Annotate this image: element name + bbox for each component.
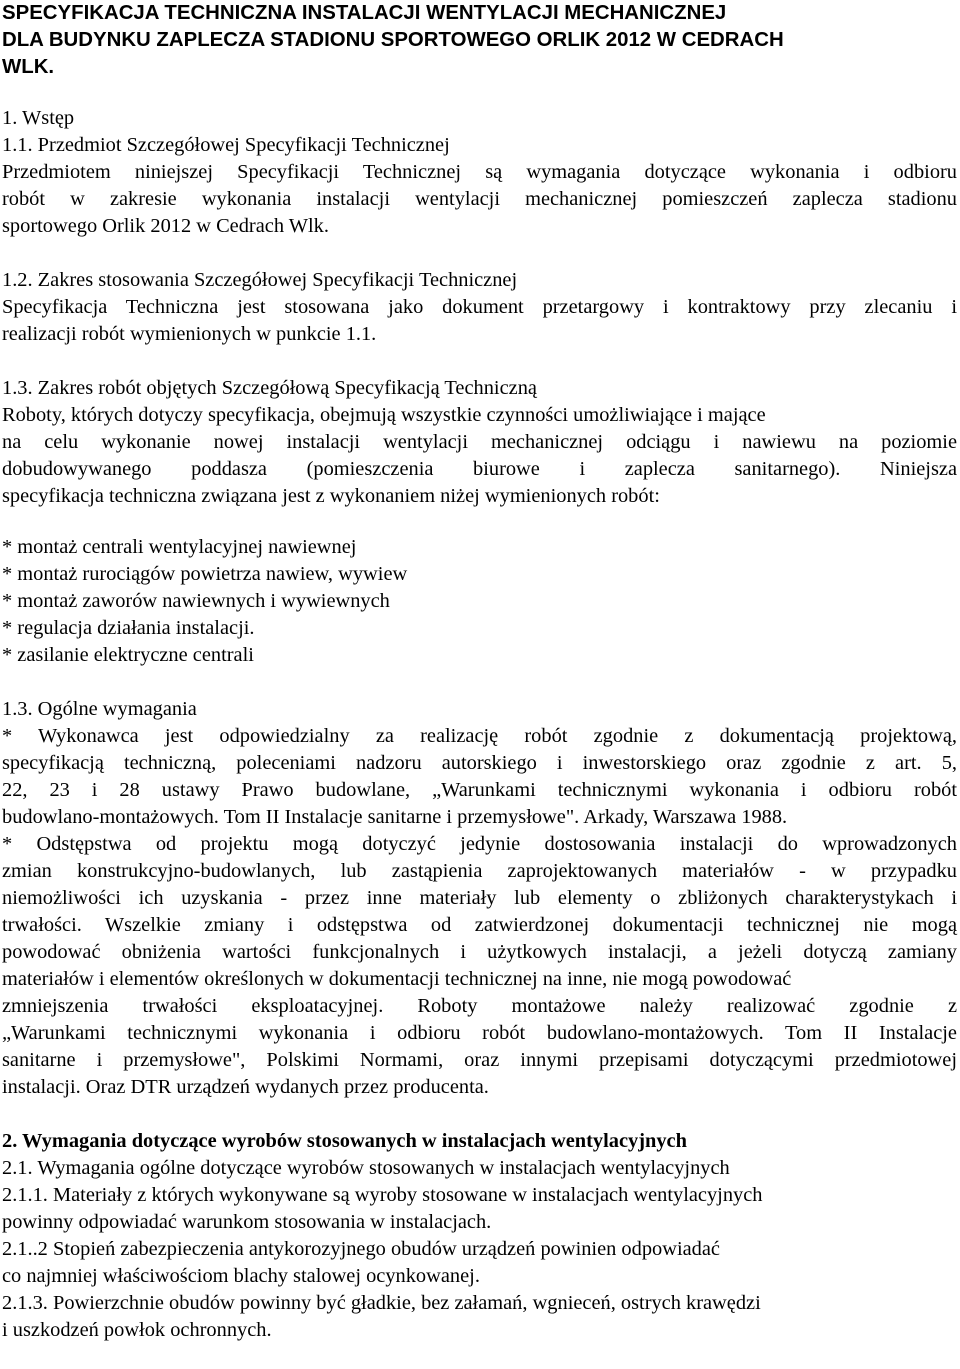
works-list xyxy=(2,534,957,669)
paragraph-line: robót w zakresie wykonania instalacji wentylacji mechanicznej pomieszczeń zaplecza stadionu xyxy=(2,188,957,210)
section-heading: 2. Wymagania dotyczące wyrobów stosowanych w instalacjach wentylacyjnych xyxy=(2,1130,687,1152)
section-1-3-scope xyxy=(2,375,957,669)
title-line: WLK. xyxy=(2,56,55,78)
list-item: * montaż rurociągów powietrza nawiew, wywiew xyxy=(2,563,408,585)
paragraph-line: * Odstępstwa od projektu mogą dotyczyć jedynie dostosowania instalacji do wprowadzonych xyxy=(2,833,957,855)
paragraph-line: „Warunkami technicznymi wykonania i odbioru robót budowlano-montażowych. Tom II Instalacje xyxy=(2,1022,957,1044)
section-heading: 1.2. Zakres stosowania Szczegółowej Specyfikacji Technicznej xyxy=(2,269,518,291)
paragraph-line: powinny odpowiadać warunkom stosowania w instalacjach. xyxy=(2,1211,492,1233)
title-line: DLA BUDYNKU ZAPLECZA STADIONU SPORTOWEGO ORLIK 2012 W CEDRACH xyxy=(2,29,784,51)
paragraph-line: powodować obniżenia wartości funkcjonalnych i użytkowych instalacji, a jeżeli dotyczą zamiany xyxy=(2,941,957,963)
paragraph-line: sanitarne i przemysłowe", Polskimi Normami, oraz innymi przepisami dotyczącymi przedmiotowej xyxy=(2,1049,957,1071)
list-item: * montaż zaworów nawiewnych i wywiewnych xyxy=(2,590,390,612)
paragraph-line: 2.1.1. Materiały z których wykonywane są wyroby stosowane w instalacjach wentylacyjnych xyxy=(2,1184,763,1206)
paragraph-line: na celu wykonanie nowej instalacji wentylacji mechanicznej odciągu i nawiewu na poziomie xyxy=(2,431,957,453)
list-item: * montaż centrali wentylacyjnej nawiewnej xyxy=(2,536,357,558)
paragraph-line: i uszkodzeń powłok ochronnych. xyxy=(2,1319,272,1341)
list-item: * regulacja działania instalacji. xyxy=(2,617,255,639)
section-heading: 1.3. Zakres robót objętych Szczegółową Specyfikacją Techniczną xyxy=(2,377,537,399)
paragraph-line: dobudowywanego poddasza (pomieszczenia biurowe i zaplecza sanitarnego). Niniejsza xyxy=(2,458,957,480)
paragraph-line: Specyfikacja Techniczna jest stosowana jako dokument przetargowy i kontraktowy przy zlecaniu i xyxy=(2,296,957,318)
paragraph-line: 2.1..2 Stopień zabezpieczenia antykorozyjnego obudów urządzeń powinien odpowiadać xyxy=(2,1238,720,1260)
paragraph-line: 2.1.3. Powierzchnie obudów powinny być gładkie, bez załamań, wgnieceń, ostrych krawędzi xyxy=(2,1292,761,1314)
section-1-3-general xyxy=(2,696,957,1101)
list-item: * zasilanie elektryczne centrali xyxy=(2,644,254,666)
paragraph-line: realizacji robót wymienionych w punkcie 1.1. xyxy=(2,323,377,345)
paragraph-line: specyfikacja techniczna związana jest z wykonaniem niżej wymienionych robót: xyxy=(2,485,660,507)
document-title xyxy=(2,0,957,81)
section-heading: 1.3. Ogólne wymagania xyxy=(2,698,197,720)
section-heading: 1.1. Przedmiot Szczegółowej Specyfikacji Technicznej xyxy=(2,134,450,156)
paragraph-line: zmian konstrukcyjno-budowlanych, lub zastąpienia zaprojektowanych materiałów - w przypadku xyxy=(2,860,957,882)
paragraph-line: trwałości. Wszelkie zmiany i odstępstwa od zatwierdzonej dokumentacji technicznej nie mogą xyxy=(2,914,957,936)
paragraph-line: budowlano-montażowych. Tom II Instalacje sanitarne i przemysłowe". Arkady, Warszawa 1988. xyxy=(2,806,788,828)
paragraph-line: sportowego Orlik 2012 w Cedrach Wlk. xyxy=(2,215,329,237)
paragraph-line: co najmniej właściwościom blachy stalowej ocynkowanej. xyxy=(2,1265,480,1287)
section-heading-intro: 1. Wstęp xyxy=(2,107,75,129)
paragraph-line: 22, 23 i 28 ustawy Prawo budowlane, „Warunkami technicznymi wykonania i odbioru robót xyxy=(2,779,957,801)
paragraph-line: specyfikacją techniczną, poleceniami nadzoru autorskiego i inwestorskiego oraz zgodnie z art. 5, xyxy=(2,752,957,774)
section-1-2 xyxy=(2,267,957,348)
paragraph-line: * Wykonawca jest odpowiedzialny za realizację robót zgodnie z dokumentacją projektową, xyxy=(2,725,957,747)
title-line: SPECYFIKACJA TECHNICZNA INSTALACJI WENTYLACJI MECHANICZNEJ xyxy=(2,2,727,24)
section-1-1 xyxy=(2,132,957,240)
paragraph-line: materiałów i elementów określonych w dokumentacji technicznej na inne, nie mogą powodować xyxy=(2,968,792,990)
paragraph-line: Przedmiotem niniejszej Specyfikacji Technicznej są wymagania dotyczące wykonania i odbioru xyxy=(2,161,957,183)
paragraph-line: niemożliwości ich uzyskania - przez inne materiały lub elementy o zbliżonych charakterystykach i xyxy=(2,887,957,909)
paragraph-line: zmniejszenia trwałości eksploatacyjnej. Roboty montażowe należy realizować zgodnie z xyxy=(2,995,957,1017)
paragraph-line: Roboty, których dotyczy specyfikacja, obejmują wszystkie czynności umożliwiające i mające xyxy=(2,404,766,426)
paragraph-line: instalacji. Oraz DTR urządzeń wydanych przez producenta. xyxy=(2,1076,489,1098)
section-2 xyxy=(2,1128,957,1344)
paragraph-line: 2.1. Wymagania ogólne dotyczące wyrobów stosowanych w instalacjach wentylacyjnych xyxy=(2,1157,730,1179)
